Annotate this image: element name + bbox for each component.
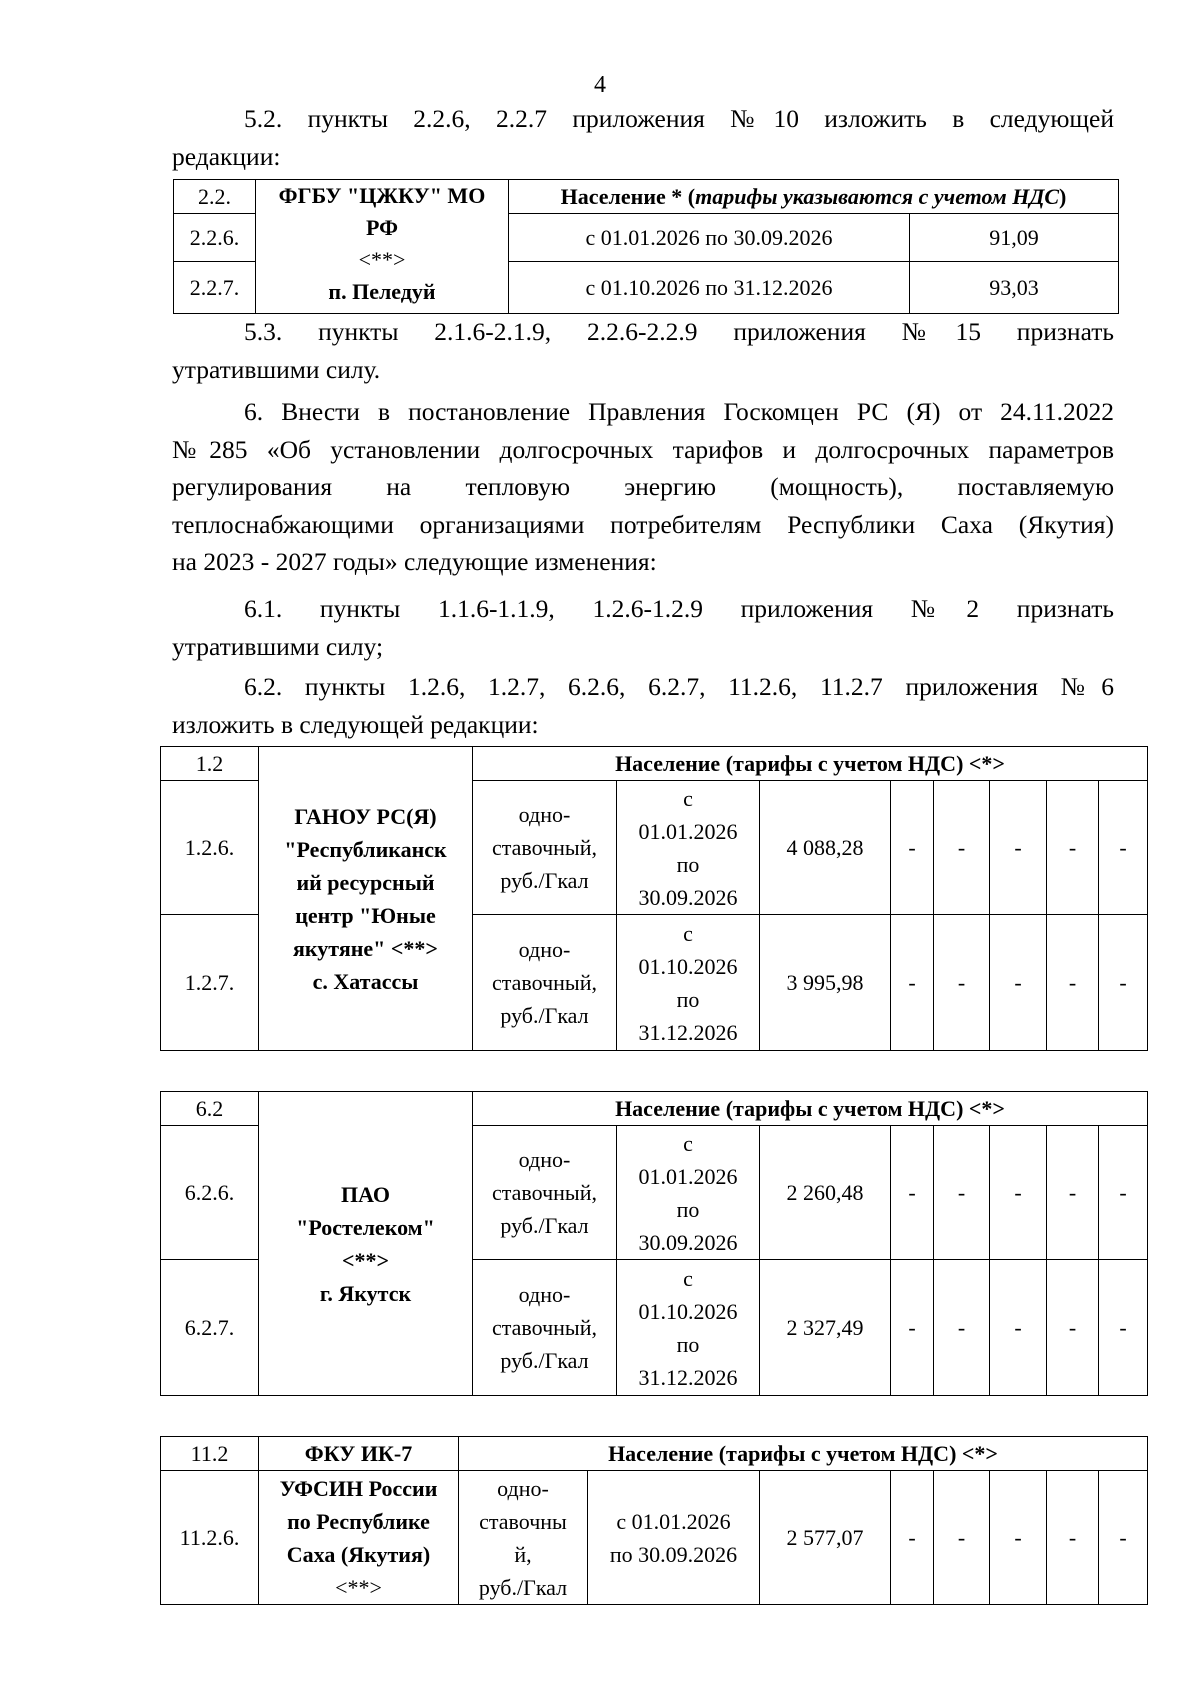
row-number: 6.2.7. [161,1260,259,1396]
text-line: ставочный, [492,1180,597,1205]
org-line: ГАНОУ РС(Я) [294,803,437,829]
tariff-type-cell [459,1471,588,1605]
dash-cell: - [1099,1126,1148,1260]
tariff-type-cell [473,781,617,915]
text-line: одно- [518,1147,571,1172]
text-line: одно- [497,1475,549,1501]
dash-cell: - [934,915,990,1051]
period-cell: с 01.10.2026 по 31.12.2026 [509,262,910,314]
text-line: 01.01.2026 [638,1163,738,1189]
text-line: ставочный, [492,835,597,860]
dash-cell: - [891,1126,934,1260]
dash-cell: - [1047,1126,1099,1260]
org-line: Саха (Якутия) [286,1541,431,1567]
dash-cell: - [990,1260,1047,1396]
org-line: с. Хатассы [312,968,419,994]
paragraph-line: изложить в следующей редакции: [172,709,539,739]
text-line: с [683,785,693,811]
text-line: руб./Гкал [500,1348,589,1373]
header-prefix: Население * ( [560,184,696,209]
period-cell [617,915,760,1051]
tariff-table-11-2 [160,1436,1148,1605]
header-suffix: ) [1059,184,1067,209]
org-line: УФСИН России [279,1475,438,1501]
org-line: ФГБУ "ЦЖКУ" МО [278,183,486,208]
paragraph-line: 5.2. пункты 2.2.6, 2.2.7 приложения №10 изложить в следующей [244,104,1114,133]
text-line: по [676,1196,700,1222]
text-line: по [676,851,700,877]
dash-cell: - [934,781,990,915]
row-heading: 11.2 [161,1437,259,1471]
dash-cell: - [891,781,934,915]
org-line: г. Якутск [319,1280,412,1306]
text-line: руб./Гкал [500,1213,589,1238]
table-header: Население (тарифы с учетом НДС) <*> [473,747,1148,781]
paragraph-line: регулирования на тепловую энергию (мощность), поставляемую [172,472,1114,501]
paragraph-line: утратившими силу. [172,354,381,384]
dash-cell: - [934,1260,990,1396]
org-line: <**> [341,1247,390,1273]
org-line: ПАО [340,1181,391,1207]
text-line: с [683,920,693,946]
text-line: руб./Гкал [500,1003,589,1028]
dash-cell: - [934,1126,990,1260]
tariff-type-cell [473,1260,617,1396]
row-number: 1.2.6. [161,781,259,915]
dash-cell: - [1047,781,1099,915]
text-line: ставочны [479,1508,567,1534]
value-cell: 91,09 [910,214,1119,262]
org-line: п. Пеледуй [328,279,436,304]
period-cell [588,1471,760,1605]
org-line: ий ресурсный [296,869,435,895]
paragraph-line: №285 «Об установлении долгосрочных тарифов и долгосрочных параметров [172,434,1114,464]
tariff-table-1-2 [160,746,1148,1051]
value-cell: 2 260,48 [760,1126,891,1260]
row-number: 6.2.6. [161,1126,259,1260]
tariff-table-6-2 [160,1091,1148,1396]
text-line: с [683,1130,693,1156]
paragraph-line: 6.2. пункты 1.2.6, 1.2.7, 6.2.6, 6.2.7, 11.2.6, 11.2.7 приложения №6 [244,672,1114,701]
text-line: 30.09.2026 [638,1229,738,1255]
period-cell [617,1260,760,1396]
org-line: якутяне" <**> [293,935,438,961]
value-cell: 4 088,28 [760,781,891,915]
org-line: <**> [358,247,406,272]
dash-cell: - [990,915,1047,1051]
dash-cell: - [1047,915,1099,1051]
text-line: по [676,986,700,1012]
text-line: й, [514,1541,532,1567]
paragraph-line: 5.3. пункты 2.1.6-2.1.9, 2.2.6-2.2.9 приложения №15 признать [244,317,1114,346]
period-cell [617,781,760,915]
text-line: одно- [518,1282,571,1307]
paragraph-5-2 [172,100,1114,175]
period-cell [617,1126,760,1260]
row-heading: 6.2 [161,1092,259,1126]
paragraph-line: утратившими силу; [172,631,384,661]
organization-cell [259,1092,473,1396]
paragraph-line: на 2023 - 2027 годы» следующие изменения: [172,547,657,576]
org-line: <**> [335,1574,382,1600]
value-cell: 2 327,49 [760,1260,891,1396]
text-line: 30.09.2026 [638,884,738,910]
dash-cell: - [1047,1260,1099,1396]
organization-cell [256,180,509,314]
row-number: 2.2.7. [174,262,256,314]
value-cell: 93,03 [910,262,1119,314]
organization-cell [259,1471,459,1605]
text-line: руб./Гкал [478,1574,568,1600]
dash-cell: - [891,1471,934,1605]
text-line: 01.10.2026 [638,1298,738,1324]
tariff-table-2-2 [173,179,1119,314]
org-line: ФКУ ИК-7 [259,1437,459,1471]
dash-cell: - [1099,1260,1148,1396]
org-line: "Ростелеком" [296,1214,435,1240]
paragraph-6 [172,393,1114,581]
text-line: 01.10.2026 [638,953,738,979]
row-heading: 1.2 [161,747,259,781]
text-line: с 01.01.2026 [616,1508,731,1534]
org-line: РФ [366,215,398,240]
dash-cell: - [891,1260,934,1396]
paragraph-5-3 [172,313,1114,388]
text-line: ставочный, [492,1315,597,1340]
row-number: 1.2.7. [161,915,259,1051]
text-line: руб./Гкал [500,868,589,893]
dash-cell: - [1099,915,1148,1051]
text-line: 31.12.2026 [638,1364,738,1390]
row-number: 2.2.6. [174,214,256,262]
dash-cell: - [891,915,934,1051]
text-line: одно- [518,937,571,962]
table-header: Население (тарифы с учетом НДС) <*> [473,1092,1148,1126]
text-line: ставочный, [492,970,597,995]
dash-cell: - [990,1471,1047,1605]
paragraph-6-2 [172,668,1114,743]
paragraph-line: редакции: [172,141,281,171]
page-number: 4 [594,72,606,98]
dash-cell: - [1047,1471,1099,1605]
dash-cell: - [1099,1471,1148,1605]
tariff-type-cell [473,915,617,1051]
org-line: по Республике [287,1508,430,1534]
organization-cell [259,747,473,1051]
org-line: "Республиканск [284,836,447,862]
text-line: одно- [518,802,571,827]
text-line: по [676,1331,700,1357]
org-line: центр "Юные [295,902,436,928]
table-header [509,180,1119,214]
row-number: 11.2.6. [161,1471,259,1605]
text-line: с [683,1265,693,1291]
table-header: Население (тарифы с учетом НДС) <*> [459,1437,1148,1471]
paragraph-line: теплоснабжающими организациями потребителям Республики Саха (Якутия) [172,509,1114,539]
tariff-type-cell [473,1126,617,1260]
text-line: по 30.09.2026 [609,1541,738,1567]
paragraph-line: 6. Внести в постановление Правления Госкомцен РС (Я) от 24.11.2022 [244,397,1114,426]
dash-cell: - [990,781,1047,915]
row-heading: 2.2. [174,180,256,214]
text-line: 31.12.2026 [638,1019,738,1045]
dash-cell: - [990,1126,1047,1260]
dash-cell: - [1099,781,1148,915]
dash-cell: - [934,1471,990,1605]
header-italic: тарифы указываются с учетом НДС [695,184,1060,209]
value-cell: 3 995,98 [760,915,891,1051]
paragraph-6-1 [172,590,1114,665]
value-cell: 2 577,07 [760,1471,891,1605]
text-line: 01.01.2026 [638,818,738,844]
paragraph-line: 6.1. пункты 1.1.6-1.1.9, 1.2.6-1.2.9 приложения №2 признать [244,594,1114,623]
period-cell: с 01.01.2026 по 30.09.2026 [509,214,910,262]
